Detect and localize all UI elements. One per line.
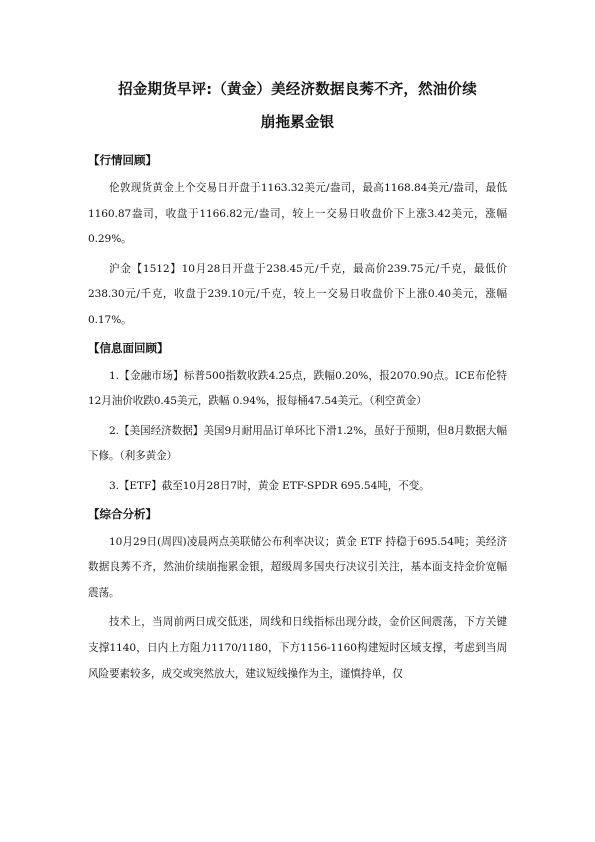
title-line-1: 招金期货早评:（黄金）美经济数据良莠不齐，然油价续: [118, 82, 477, 98]
info-review-heading: 【信息面回顾】: [88, 340, 169, 355]
analysis-paragraph-2: 技术上，当周前两日成交低迷，周线和日线指标出现分歧，金价区间震荡，下方关键支撑1140，日内上方阻力1170/1180，下方1156-1160构建短时区域支撑，考虑到当周风险要素较多，成交或突然放大，建议短线操作为主，谨慎持单，仅: [88, 616, 507, 680]
info-review-paragraph-3: 3.【ETF】截至10月28日7时，黄金 ETF-SPDR 695.54吨，不变。: [109, 479, 430, 492]
market-review-heading: 【行情回顾】: [88, 153, 157, 167]
info-review-paragraph-2: 2.【美国经济数据】美国9月耐用品订单环比下滑1.2%，虽好于预期，但8月数据大幅下修。（利多黄金）: [88, 424, 507, 463]
document-title: [88, 74, 507, 140]
analysis-paragraph-1: 10月29日(周四)凌晨两点美联储公布利率决议；黄金 ETF 持稳于695.54吨；美经济数据良莠不齐，然油价续崩拖累金银，超级周多国央行决议引关注，基本面支持金价宽幅震荡。: [88, 535, 507, 599]
info-review-paragraph-1: 1.【金融市场】标普500指数收跌4.25点，跌幅0.20%，报2070.90点。ICE布伦特12月油价收跌0.45美元，跌幅 0.94%，报每桶47.54美元。（利空黄金）: [88, 369, 507, 408]
analysis-heading: 【综合分析】: [88, 506, 157, 521]
market-review-section: [88, 150, 507, 334]
market-review-paragraph-1: 伦敦现货黄金上个交易日开盘于1163.32美元/盎司，最高1168.84美元/盎司，最低1160.87盎司，收盘于1166.82元/盎司，较上一交易日收盘价下上涨3.42美元，涨幅0.29%。: [88, 182, 507, 246]
market-review-paragraph-2: 沪金【1512】10月28日开盘于238.45元/千克，最高价239.75元/千克，最低价238.30元/千克，收盘于239.10元/千克，较上一交易日收盘价下上涨0.40美元，涨幅0.17%。: [88, 262, 507, 326]
title-line-2: 崩拖累金银: [260, 115, 335, 131]
analysis-section: [88, 504, 507, 688]
info-review-section: [88, 338, 507, 500]
